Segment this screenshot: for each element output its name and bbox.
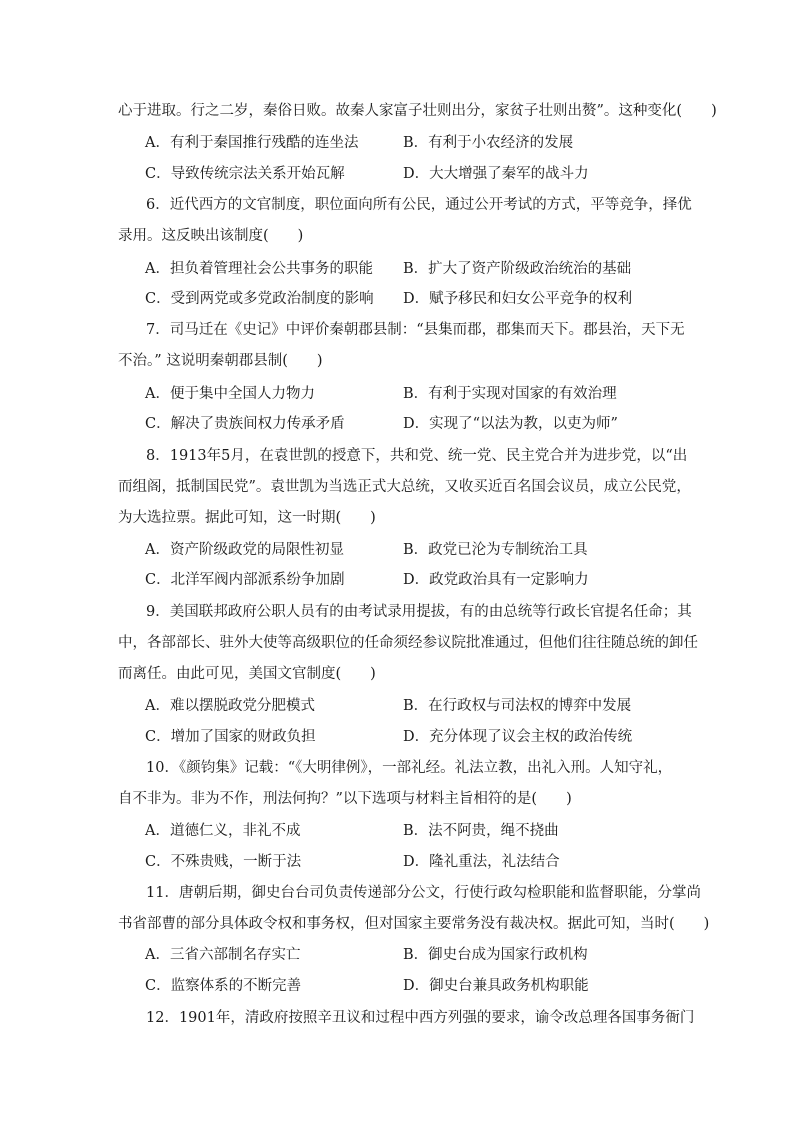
question-10-option-d[interactable]: D．隆礼重法，礼法结合 [403,854,560,870]
question-11-option-a[interactable]: A．三省六部制名存实亡 [145,947,301,963]
question-9-option-b[interactable]: B．在行政权与司法权的博弈中发展 [403,698,632,714]
question-10-stem-line-1: 10．《颜钧集》记载：“《大明律例》，一部礼经。礼法立教，出礼入刑。人知守礼， [146,760,673,776]
question-11-stem-line-1: 11．唐朝后期，御史台台司负责传递部分公文，行使行政勾检职能和监督职能，分掌尚 [146,885,701,901]
question-8-options-row-2 [145,569,665,591]
question-7-options-row-2 [145,413,665,435]
question-6-stem-line-1: 6．近代西方的文官制度，职位面向所有公民，通过公开考试的方式，平等竞争，择优 [146,197,692,213]
question-10-stem-line-2: 自不非为。非为不作，刑法何拘？”以下选项与材料主旨相符的是( ) [118,791,572,807]
question-8-option-b[interactable]: B．政党已沦为专制统治工具 [403,542,588,558]
question-11-option-d[interactable]: D．御史台兼具政务机构职能 [403,978,589,994]
question-5-stem-continuation: 心于进取。行之二岁，秦俗日败。故秦人家富子壮则出分，家贫子壮则出赘”。这种变化( ) [118,103,717,119]
question-5-option-b[interactable]: B．有利于小农经济的发展 [403,135,574,151]
question-6-stem-line-2: 录用。这反映出该制度( ) [118,228,304,244]
question-9-options-row-2 [145,726,665,748]
question-10-option-c[interactable]: C．不殊贵贱，一断于法 [145,854,302,870]
question-9-stem-line-2: 中，各部部长、驻外大使等高级职位的任命须经参议院批准通过，但他们往往随总统的卸任 [118,635,698,651]
question-8-option-d[interactable]: D．政党政治具有一定影响力 [403,572,589,588]
question-10-options-row-1 [145,820,665,842]
question-5-options-row-2 [145,163,665,185]
question-8-option-a[interactable]: A．资产阶级政党的局限性初显 [145,542,344,558]
question-6-option-a[interactable]: A．担负着管理社会公共事务的职能 [145,261,373,277]
question-7-option-b[interactable]: B．有利于实现对国家的有效治理 [403,386,617,402]
question-12-stem [118,1003,695,1034]
question-9-stem [118,597,698,690]
question-7-option-d[interactable]: D．实现了“以法为教，以吏为师” [403,416,618,432]
question-11-stem [118,878,710,940]
question-7-stem-line-2: 不治。” 这说明秦朝郡县制( ) [118,353,323,369]
question-6-stem [118,190,692,252]
question-9-option-c[interactable]: C．增加了国家的财政负担 [145,729,316,745]
question-10-option-a[interactable]: A．道德仁义，非礼不成 [145,823,301,839]
question-10-option-b[interactable]: B．法不阿贵，绳不挠曲 [403,823,559,839]
question-7-option-a[interactable]: A．便于集中全国人力物力 [145,386,315,402]
question-7-stem-line-1: 7．司马迁在《史记》中评价秦朝郡县制：“县集而郡，郡集而天下。郡县治，天下无 [146,322,685,338]
question-7-options-row-1 [145,383,665,405]
question-5-option-c[interactable]: C．导致传统宗法关系开始瓦解 [145,166,345,182]
question-6-options-row-2 [145,288,665,310]
question-7-stem [118,315,685,377]
question-10-options-row-2 [145,851,665,873]
question-8-option-c[interactable]: C．北洋军阀内部派系纷争加剧 [145,572,345,588]
question-11-option-b[interactable]: B．御史台成为国家行政机构 [403,947,588,963]
question-11-option-c[interactable]: C．监察体系的不断完善 [145,978,302,994]
question-9-option-a[interactable]: A．难以摆脱政党分肥模式 [145,698,315,714]
question-8-stem-line-3: 为大选拉票。据此可知，这一时期( ) [118,510,376,526]
question-5-option-a[interactable]: A．有利于秦国推行残酷的连坐法 [145,135,359,151]
question-6-option-d[interactable]: D．赋予移民和妇女公平竞争的权利 [403,291,633,307]
question-7-option-c[interactable]: C．解决了贵族间权力传承矛盾 [145,416,345,432]
question-9-stem-line-3: 而离任。由此可见，美国文官制度( ) [118,666,376,682]
question-8-stem [118,441,691,534]
question-9-stem-line-1: 9．美国联邦政府公职人员有的由考试录用提拔，有的由总统等行政长官提名任命；其 [146,604,692,620]
question-9-option-d[interactable]: D．充分体现了议会主权的政治传统 [403,729,633,745]
question-8-stem-line-1: 8．1913年5月，在袁世凯的授意下，共和党、统一党、民主党合并为进步党，以“出 [146,448,688,464]
question-9-options-row-1 [145,695,665,717]
question-12-stem-line-1: 12．1901年，清政府按照辛丑议和过程中西方列强的要求，谕令改总理各国事务衙门 [146,1010,695,1026]
question-6-option-c[interactable]: C．受到两党或多党政治制度的影响 [145,291,374,307]
question-8-options-row-1 [145,539,665,561]
question-5-option-d[interactable]: D．大大增强了秦军的战斗力 [403,166,589,182]
question-8-stem-line-2: 而组阁，抵制国民党”。袁世凯为当选正式大总统，又收买近百名国会议员，成立公民党， [118,479,691,495]
question-11-options-row-2 [145,975,665,997]
question-11-stem-line-2: 书省部曹的部分具体政令权和事务权，但对国家主要常务没有裁决权。据此可知，当时( ) [118,916,710,932]
question-11-options-row-1 [145,944,665,966]
question-6-options-row-1 [145,258,665,280]
question-5-options-row-1 [145,132,665,154]
question-6-option-b[interactable]: B．扩大了资产阶级政治统治的基础 [403,261,632,277]
question-10-stem [118,753,678,815]
